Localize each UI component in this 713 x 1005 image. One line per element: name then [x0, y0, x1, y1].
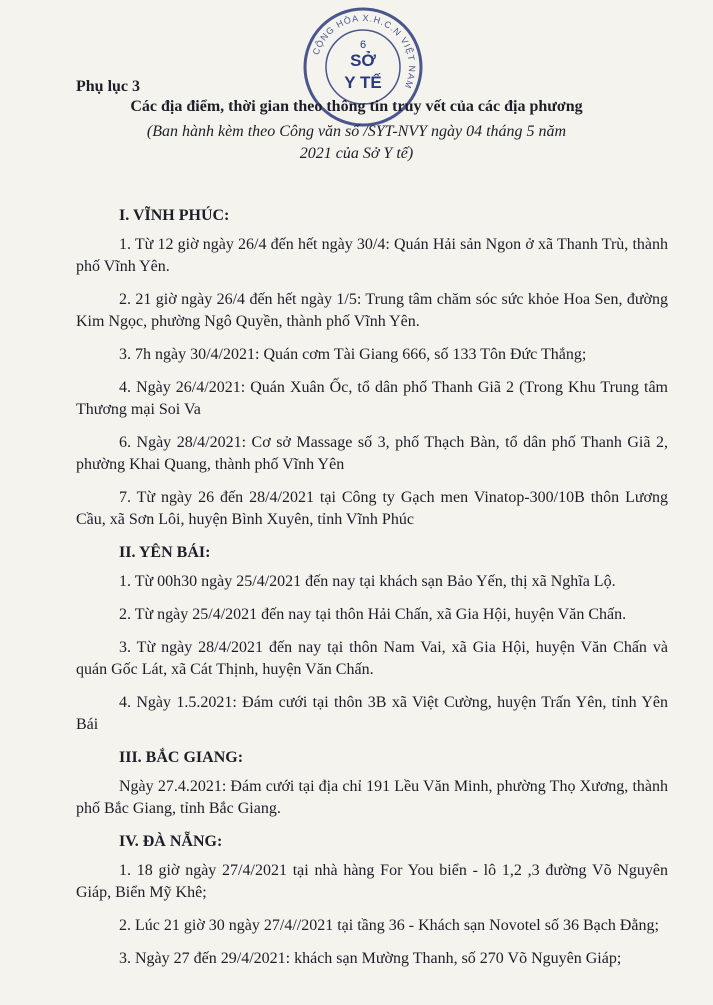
section-heading: III. BẮC GIANG:	[119, 749, 244, 766]
list-item: 1. Từ 00h30 ngày 25/4/2021 đến nay tại khách sạn Bảo Yến, thị xã Nghĩa Lộ.	[119, 573, 616, 590]
issued-note-line-2: 2021 của Sở Y tế)	[299, 145, 414, 162]
list-item: 2. Lúc 21 giờ 30 ngày 27/4//2021 tại tầng 36 - Khách sạn Novotel số 36 Bạch Đằng;	[119, 917, 659, 934]
list-item: 3. 7h ngày 30/4/2021: Quán cơm Tài Giang 666, số 133 Tôn Đức Thắng;	[119, 346, 587, 363]
seal-number: 6	[359, 39, 367, 51]
list-item: 4. Ngày 1.5.2021: Đám cưới tại thôn 3B xã Việt Cường, huyện Trấn Yên, tỉnh Yên Bái	[76, 694, 668, 733]
list-item: 3. Ngày 27 đến 29/4/2021: khách sạn Mường Thanh, số 270 Võ Nguyên Giáp;	[119, 950, 622, 967]
list-item: 1. Từ 12 giờ ngày 26/4 đến hết ngày 30/4: Quán Hải sản Ngon ở xã Thanh Trù, thành phố Vĩnh Yên.	[76, 236, 668, 275]
list-item: Ngày 27.4.2021: Đám cưới tại địa chỉ 191 Lều Văn Minh, phường Thọ Xương, thành phố Bắc Giang, tỉnh Bắc Giang.	[76, 778, 668, 817]
issued-note	[0, 121, 713, 165]
section-heading: IV. ĐÀ NẴNG:	[119, 833, 223, 850]
seal-line-2: Y TẾ	[344, 73, 382, 92]
section-heading: I. VĨNH PHÚC:	[119, 207, 230, 224]
list-item: 1. 18 giờ ngày 27/4/2021 tại nhà hàng For You biển - lô 1,2 ,3 đường Võ Nguyên Giáp, Biển Mỹ Khê;	[76, 862, 668, 901]
seal-ring-text: CỘNG HÒA X.H.C.N VIỆT NAM	[310, 12, 418, 91]
document-body	[76, 205, 668, 981]
list-item: 2. 21 giờ ngày 26/4 đến hết ngày 1/5: Trung tâm chăm sóc sức khỏe Hoa Sen, đường Kim Ngọc, phường Ngô Quyền, thành phố Vĩnh Yên.	[76, 291, 668, 330]
list-item: 7. Từ ngày 26 đến 28/4/2021 tại Công ty Gạch men Vinatop-300/10B thôn Lương Cầu, xã Sơn Lôi, huyện Bình Xuyên, tỉnh Vĩnh Phúc	[76, 489, 668, 528]
document-title: Các địa điểm, thời gian theo thông tin truy vết của các địa phương	[130, 98, 583, 115]
section-heading: II. YÊN BÁI:	[119, 544, 211, 561]
list-item: 4. Ngày 26/4/2021: Quán Xuân Ốc, tổ dân phố Thanh Giã 2 (Trong Khu Trung tâm Thương mại Soi Va	[76, 379, 668, 418]
seal-line-1: SỞ	[350, 51, 376, 70]
list-item: 3. Từ ngày 28/4/2021 đến nay tại thôn Nam Vai, xã Gia Hội, huyện Văn Chấn và quán Gốc Lát, xã Cát Thịnh, huyện Văn Chấn.	[76, 639, 668, 678]
issued-note-line-1: (Ban hành kèm theo Công văn số /SYT-NVY ngày 04 tháng 5 năm	[146, 123, 567, 140]
appendix-label: Phụ lục 3	[76, 78, 141, 95]
list-item: 6. Ngày 28/4/2021: Cơ sở Massage số 3, phố Thạch Bàn, tổ dân phố Thanh Giã 2, phường Khai Quang, thành phố Vĩnh Yên	[76, 434, 668, 473]
list-item: 2. Từ ngày 25/4/2021 đến nay tại thôn Hải Chấn, xã Gia Hội, huyện Văn Chấn.	[119, 606, 627, 623]
